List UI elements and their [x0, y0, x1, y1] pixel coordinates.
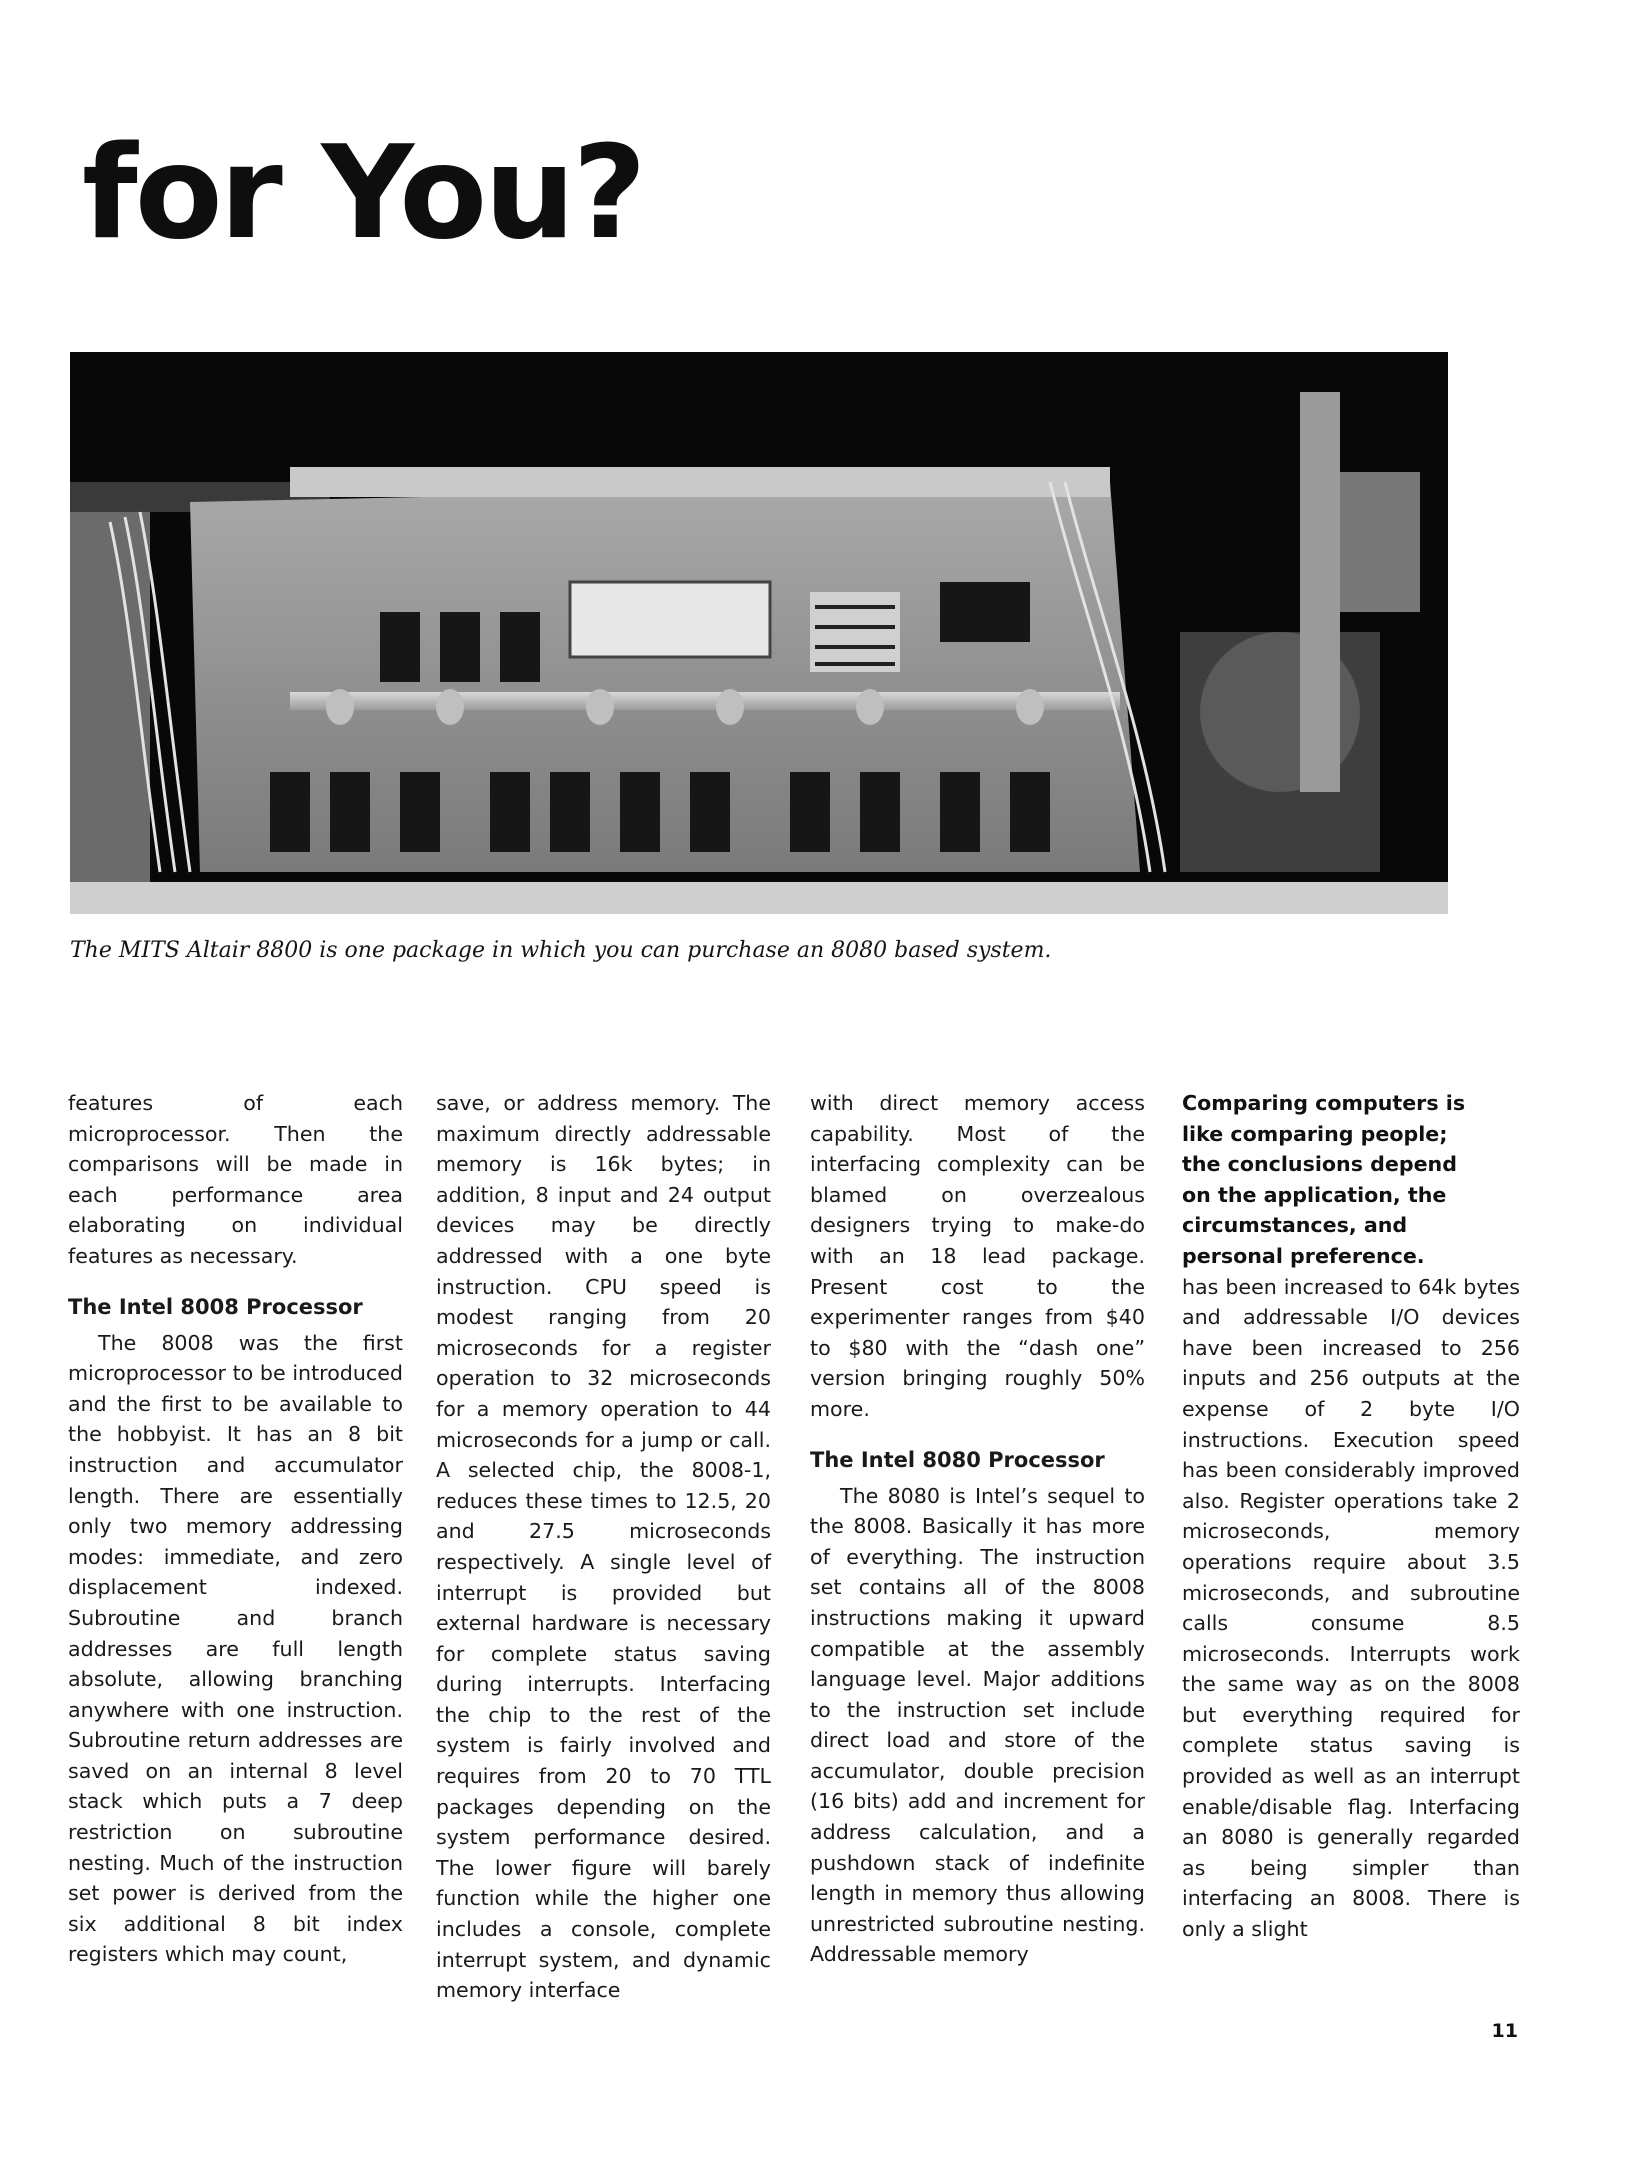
- column-3: [810, 1088, 1145, 1970]
- page-headline: for You?: [82, 119, 644, 268]
- paragraph: has been increased to 64k bytes and addressable I/O devices have been increased to 256 inputs and 256 outputs at the expense of 2 byte I/O instructions. Execution speed has been considerably improved also. Register operations take 2 microseconds, memory operations require about 3.5 microseconds, and subroutine calls consume 8.5 microseconds. Interrupts work the same way as on the 8008 but everything required for complete status saving is provided as well as an interrupt enable/disable flag. Interfacing an 8080 is generally regarded as being simpler than interfacing an 8008. There is only a slight: [1182, 1274, 1520, 1942]
- pull-quote: Comparing computers is like comparing people; the conclusions depend on the application, the circumstances, and personal preference.: [1182, 1091, 1466, 1268]
- paragraph: with direct memory access capability. Most of the interfacing complexity can be blamed on overzealous designers trying to make-do with an 18 lead package. Present cost to the experimenter ranges from $40 to $80 with the “dash one” version bringing roughly 50% more.: [810, 1091, 1145, 1421]
- paragraph: features of each microprocessor. Then the comparisons will be made in each performance area elaborating on individual features as necessary.: [68, 1091, 403, 1268]
- paragraph: The 8008 was the first microprocessor to be introduced and the first to be available to the hobbyist. It has an 8 bit instruction and accumulator length. There are essentially only two memory addressing modes: immediate, and zero displacement indexed. Subroutine and branch addresses are full length absolute, allowing branching anywhere with one instruction. Subroutine return addresses are saved on an internal 8 level stack which puts a 7 deep restriction on subroutine nesting. Much of the instruction set power is derived from the six additional 8 bit index registers which may count,: [68, 1330, 403, 1967]
- column-2: [436, 1088, 771, 2006]
- paragraph: save, or address memory. The maximum directly addressable memory is 16k bytes; in addition, 8 input and 24 output devices may be directly addressed with a one byte instruction. CPU speed is modest ranging from 20 microseconds for a register operation to 32 microseconds for a memory operation to 44 microseconds for a jump or call. A selected chip, the 8008-1, reduces these times to 12.5, 20 and 27.5 microseconds respectively. A single level of interrupt is provided but external hardware is necessary for complete status saving during interrupts. Interfacing the chip to the rest of the system is fairly involved and requires from 20 to 70 TTL packages depending on the system performance desired. The lower figure will barely function while the higher one includes a console, complete interrupt system, and dynamic memory interface: [436, 1091, 771, 2003]
- column-1: [68, 1088, 403, 1970]
- paragraph: The 8080 is Intel’s sequel to the 8008. Basically it has more of everything. The instruction set contains all of the 8008 instructions making it upward compatible at the assembly language level. Major additions to the instruction set include direct load and store of the accumulator, double precision (16 bits) add and increment for address calculation, and a pushdown stack of indefinite length in memory thus allowing unrestricted subroutine nesting. Addressable memory: [810, 1483, 1145, 1967]
- section-heading-8080: The Intel 8080 Processor: [810, 1447, 1105, 1472]
- section-heading-8008: The Intel 8008 Processor: [68, 1294, 363, 1319]
- altair-circuit-board-photo: [70, 352, 1448, 914]
- circuit-board-illustration: [70, 352, 1448, 914]
- column-4: [1182, 1088, 1520, 1945]
- page-number: 11: [1491, 2020, 1518, 2042]
- photo-caption: The MITS Altair 8800 is one package in which you can purchase an 8080 based system.: [70, 938, 1052, 963]
